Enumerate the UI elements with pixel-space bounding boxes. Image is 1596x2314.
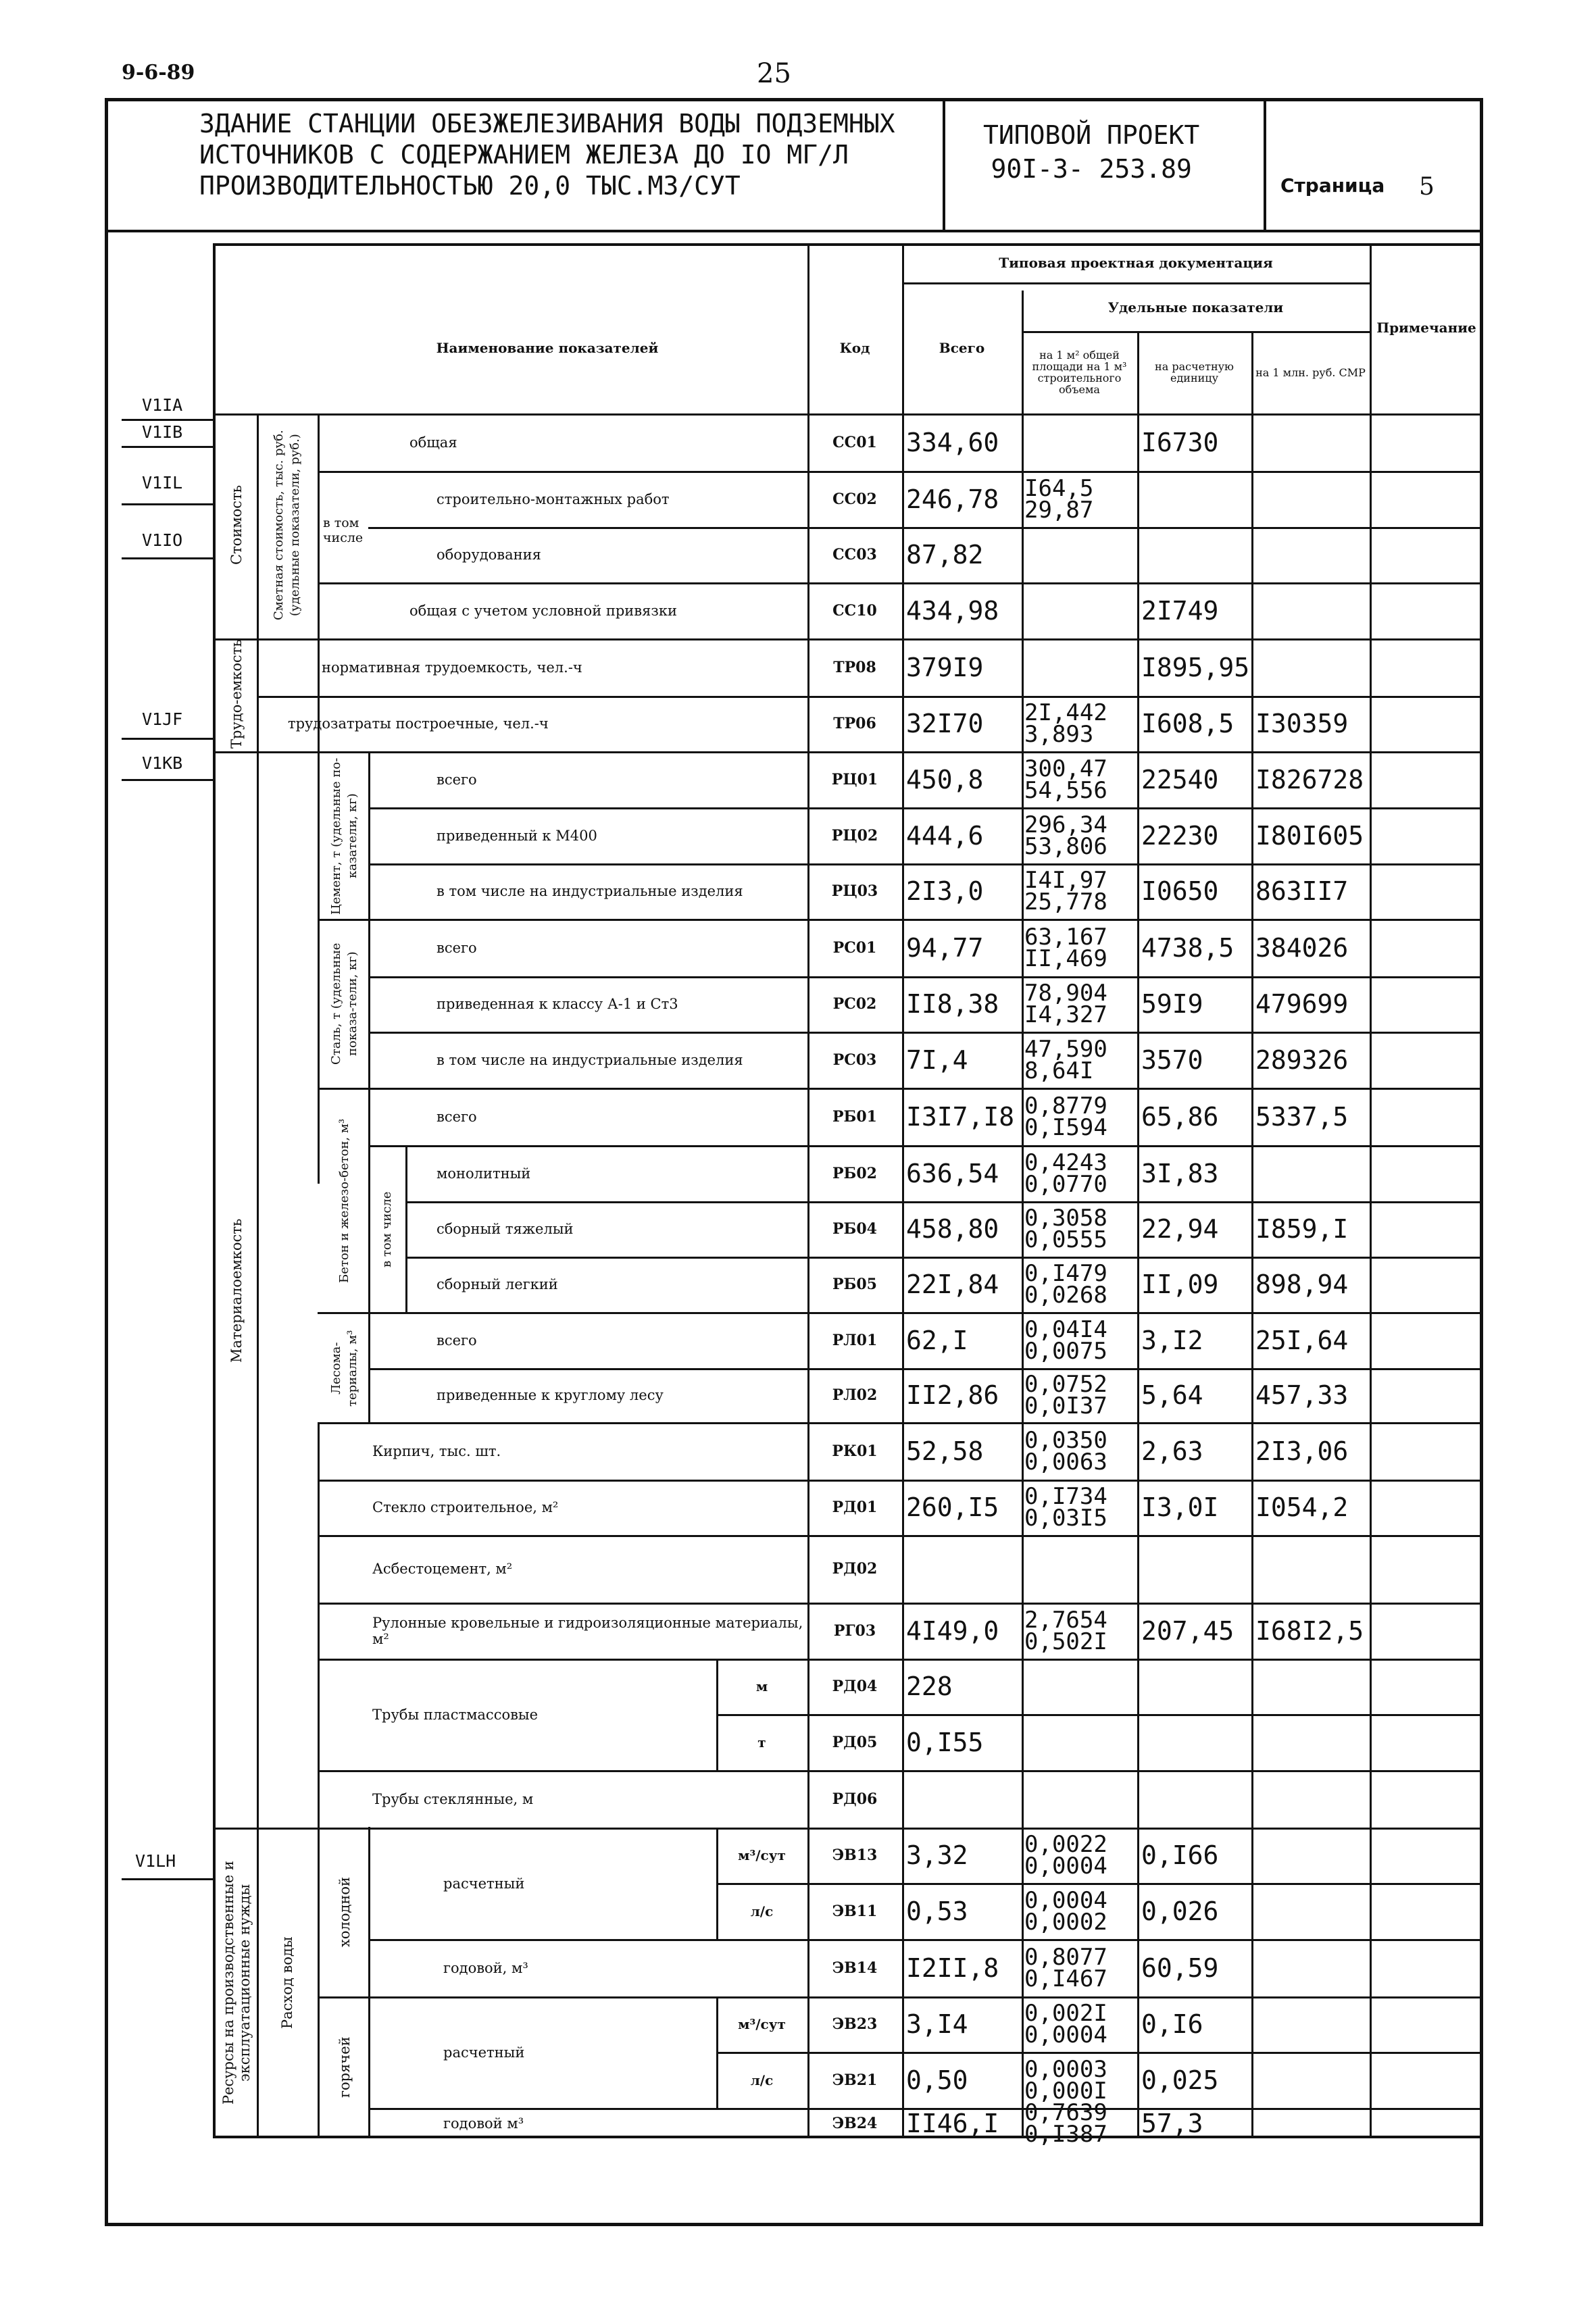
- sheet-number: 5: [1419, 173, 1435, 201]
- row-per-mln: 479699: [1255, 989, 1349, 1019]
- per-m2-value: 0,000I: [1024, 2077, 1107, 2105]
- page-number: 25: [757, 58, 791, 89]
- title-line-2: ИСТОЧНИКОВ С СОДЕРЖАНИЕМ ЖЕЛЕЗА ДО IO МГ/Л: [199, 140, 849, 170]
- row-code: ЭВ13: [832, 1846, 878, 1864]
- row-per-mln: [1251, 1714, 1370, 1770]
- row-per-m2: [1022, 1883, 1137, 1939]
- per-m2-value: 0,3058: [1024, 1205, 1107, 1232]
- row-total: [902, 1770, 1022, 1828]
- per-m2-value: 2I,442: [1024, 699, 1107, 726]
- per-m2-value: 0,8779: [1024, 1092, 1107, 1120]
- row-total: 246,78: [906, 484, 999, 514]
- row-per-unit: I608,5: [1141, 709, 1235, 738]
- row-total: 260,I5: [906, 1492, 999, 1522]
- row-unit-label: л/с: [750, 1903, 774, 1919]
- row-per-m2: [1022, 1480, 1137, 1535]
- row-name: всего: [437, 1332, 477, 1349]
- row-total: 4I49,0: [906, 1615, 999, 1646]
- row-unit-label: м³/сут: [738, 1847, 786, 1863]
- row-total: 450,8: [906, 764, 984, 795]
- per-m2-value: 0,0268: [1024, 1282, 1107, 1309]
- row-code: РБ02: [832, 1164, 877, 1182]
- row-code: ЭВ24: [832, 2114, 878, 2132]
- side-line: [122, 557, 213, 559]
- row-per-unit: [1137, 471, 1251, 527]
- row-per-unit: 0,025: [1141, 2065, 1219, 2095]
- row-total: 0,50: [906, 2065, 968, 2095]
- row-per-unit: 22230: [1141, 820, 1219, 851]
- row-per-unit: II,09: [1141, 1269, 1219, 1299]
- col-header-group: Типовая проектная документация: [999, 255, 1273, 271]
- row-per-mln: I68I2,5: [1255, 1615, 1364, 1646]
- row-per-m2: [1022, 638, 1137, 696]
- row-unit-label: м³/сут: [738, 2016, 786, 2032]
- row-name: годовой, м³: [443, 1959, 528, 1976]
- row-code: ЭВ14: [832, 1959, 878, 1977]
- per-m2-value: 0,0I37: [1024, 1392, 1107, 1419]
- row-per-mln: 457,33: [1255, 1380, 1349, 1410]
- title-line-3: ПРОИЗВОДИТЕЛЬНОСТЬЮ 20,0 ТЫС.МЗ/СУТ: [199, 171, 741, 201]
- row-total: 94,77: [906, 932, 984, 963]
- row-code: РС03: [832, 1051, 877, 1069]
- row-name: Стекло строительное, м²: [372, 1499, 559, 1515]
- side-line: [122, 419, 213, 421]
- row-code: ЭВ21: [832, 2071, 878, 2089]
- row-total: 434,98: [906, 595, 999, 626]
- row-per-mln: [1251, 1145, 1370, 1201]
- row-per-mln: [1251, 1770, 1370, 1828]
- side-code: V1KB: [142, 753, 183, 773]
- row-name: сборный тяжелый: [437, 1221, 574, 1237]
- row-per-unit: 3,I2: [1141, 1325, 1203, 1355]
- row-total: 444,6: [906, 820, 984, 851]
- row-name: всего: [437, 939, 477, 956]
- row-per-m2: [1022, 2098, 1137, 2148]
- row-per-unit: I0650: [1141, 876, 1219, 906]
- row-per-m2: [1022, 582, 1137, 638]
- row-unit-label: л/с: [750, 2071, 774, 2088]
- side-line: [122, 738, 213, 740]
- row-total: 32I70: [906, 709, 984, 738]
- row-per-mln: [1251, 1883, 1370, 1939]
- row-total: 52,58: [906, 1436, 984, 1466]
- row-per-mln: [1251, 1939, 1370, 1996]
- col-header-specific: Удельные показатели: [1107, 299, 1284, 316]
- row-per-m2: [1022, 1032, 1137, 1088]
- per-m2-value: 0,0003: [1024, 2055, 1107, 2083]
- per-m2-value: 0,0004: [1024, 1886, 1107, 1914]
- per-m2-value: 0,8077: [1024, 1943, 1107, 1971]
- row-code: РБ04: [832, 1220, 877, 1238]
- row-per-m2: [1022, 1603, 1137, 1659]
- row-per-m2: [1022, 413, 1137, 471]
- row-per-unit: 207,45: [1141, 1615, 1235, 1646]
- row-total: 22I,84: [906, 1269, 999, 1299]
- side-code: V1LH: [135, 1851, 176, 1871]
- per-m2-value: I64,5: [1024, 474, 1094, 502]
- per-m2-value: 54,556: [1024, 776, 1107, 804]
- per-m2-value: 0,0752: [1024, 1371, 1107, 1398]
- row-name: всего: [437, 771, 477, 788]
- group-cost: Стоимость: [228, 484, 245, 565]
- per-m2-value: II,469: [1024, 945, 1107, 972]
- row-per-mln: I859,I: [1255, 1214, 1349, 1244]
- per-m2-value: 0,I734: [1024, 1483, 1107, 1510]
- row-per-mln: [1251, 1535, 1370, 1603]
- row-per-unit: 0,026: [1141, 1896, 1219, 1926]
- row-name: расчетный: [443, 1875, 525, 1892]
- header-sep-2: [1264, 98, 1266, 230]
- row-per-unit: I3,0I: [1141, 1492, 1219, 1522]
- group-steel: Сталь, т (удельные показа-тели, кг): [329, 942, 359, 1065]
- row-per-unit: [1137, 1659, 1251, 1714]
- group-labor: Трудо-емкость: [228, 639, 245, 749]
- row-code: РЦ03: [831, 882, 878, 900]
- row-per-m2: [1022, 1659, 1137, 1714]
- group-timber: Лесома-териалы, м³: [329, 1330, 359, 1407]
- per-m2-value: 0,04I4: [1024, 1315, 1107, 1343]
- project-block: [983, 118, 1199, 186]
- row-total: 3,32: [906, 1840, 968, 1870]
- side-code: V1IA: [142, 395, 183, 415]
- row-total: 636,54: [906, 1158, 999, 1188]
- row-name: приведенный к М400: [437, 827, 597, 844]
- row-code: ЭВ23: [832, 2015, 878, 2033]
- per-m2-value: I4,327: [1024, 1001, 1107, 1028]
- row-per-m2: [1022, 471, 1137, 527]
- row-code: СС03: [832, 546, 877, 563]
- project-number: 90I-3- 253.89: [991, 154, 1192, 184]
- group-water: Расход воды: [279, 1936, 295, 2030]
- row-code: СС01: [832, 433, 877, 451]
- group-resources: Ресурсы на производственные и эксплуатационные нужды: [220, 1861, 253, 2105]
- per-m2-value: 78,904: [1024, 980, 1107, 1007]
- row-per-mln: [1251, 1828, 1370, 1883]
- per-m2-value: 63,167: [1024, 923, 1107, 951]
- col-header-name: Наименование показателей: [436, 340, 659, 356]
- row-per-mln: 863II7: [1255, 876, 1349, 906]
- col-header-per-mln: на 1 млн. руб. СМР: [1255, 366, 1366, 379]
- per-m2-value: 0,0770: [1024, 1170, 1107, 1198]
- row-per-unit: 5,64: [1141, 1380, 1203, 1410]
- row-per-unit: 3I,83: [1141, 1158, 1219, 1188]
- row-name: в том числе на индустриальные изделия: [437, 883, 743, 899]
- per-m2-value: 0,I467: [1024, 1965, 1107, 1992]
- row-per-mln: [1251, 582, 1370, 638]
- per-m2-value: 25,778: [1024, 888, 1107, 915]
- row-per-unit: 65,86: [1141, 1101, 1219, 1132]
- per-m2-value: 0,7639: [1024, 2098, 1107, 2126]
- row-per-mln: 5337,5: [1255, 1101, 1349, 1132]
- row-total: 3,I4: [906, 2009, 968, 2039]
- cost-incl-label: в том числе: [323, 515, 364, 545]
- row-per-m2: [1022, 1828, 1137, 1883]
- row-per-unit: 4738,5: [1141, 932, 1235, 963]
- row-total: 87,82: [906, 540, 984, 570]
- header-divider: [105, 230, 1483, 232]
- row-code: ТР08: [833, 658, 876, 676]
- group-col-mat: [318, 1422, 320, 1828]
- per-m2-value: 0,0350: [1024, 1426, 1107, 1454]
- row-per-mln: [1251, 527, 1370, 582]
- row-name: Трубы пластмассовые: [372, 1706, 539, 1723]
- group-concrete-incl: в том числе: [380, 1191, 394, 1267]
- row-total: II8,38: [906, 989, 999, 1019]
- group-col-2b: [318, 1827, 320, 2138]
- group-cold: холодной: [336, 1876, 353, 1948]
- row-code: РД05: [832, 1733, 878, 1751]
- per-m2-value: 0,0075: [1024, 1337, 1107, 1365]
- side-line: [122, 503, 213, 505]
- row-unit-label: м: [755, 1678, 768, 1694]
- row-per-m2: [1022, 1996, 1137, 2052]
- row-per-mln: [1251, 1996, 1370, 2052]
- row-code: РЛ01: [832, 1331, 878, 1349]
- row-per-mln: [1251, 471, 1370, 527]
- row-per-m2: [1022, 1714, 1137, 1770]
- row-total: 7I,4: [906, 1045, 968, 1075]
- row-per-unit: [1137, 1535, 1251, 1603]
- row-total: I3I7,I8: [906, 1101, 1015, 1132]
- row-per-mln: I054,2: [1255, 1492, 1349, 1522]
- row-name: расчетный: [443, 2044, 525, 2061]
- row-unit-label: т: [757, 1734, 766, 1751]
- row-per-m2: [1022, 1368, 1137, 1422]
- row-total: II2,86: [906, 1380, 999, 1410]
- row-per-m2: [1022, 751, 1137, 807]
- concrete-incl-sep: [405, 1147, 407, 1312]
- row-total: 379I9: [906, 652, 984, 682]
- row-code: ТР06: [833, 715, 876, 732]
- row-code: РС02: [832, 995, 877, 1013]
- side-line: [122, 779, 213, 781]
- group-materials: Материалоемкость: [228, 1218, 245, 1363]
- per-m2-value: 0,4243: [1024, 1149, 1107, 1176]
- row-code: РД04: [832, 1678, 878, 1695]
- row-total: [902, 1535, 1022, 1603]
- row-name: оборудования: [437, 547, 541, 563]
- row-name: строительно-монтажных работ: [437, 491, 670, 507]
- per-m2-value: 0,0555: [1024, 1226, 1107, 1253]
- row-name: общая с учетом условной привязки: [409, 602, 677, 619]
- per-m2-value: I4I,97: [1024, 867, 1107, 894]
- group-hot: горячей: [336, 2036, 353, 2098]
- row-name: общая: [409, 434, 457, 451]
- row-per-mln: [1251, 2052, 1370, 2108]
- row-per-mln: 384026: [1255, 932, 1349, 963]
- per-m2-value: 2,7654: [1024, 1606, 1107, 1634]
- row-code: РЦ01: [831, 770, 878, 788]
- row-per-unit: I6730: [1141, 427, 1219, 457]
- per-m2-value: 0,0004: [1024, 2021, 1107, 2048]
- side-code: V1IO: [142, 530, 183, 550]
- group-col-1: [257, 413, 259, 2138]
- title-line-1: ЗДАНИЕ СТАНЦИИ ОБЕЗЖЕЛЕЗИВАНИЯ ВОДЫ ПОДЗЕМНЫХ: [199, 109, 895, 139]
- row-name: Асбестоцемент, м²: [372, 1561, 513, 1577]
- row-per-unit: 2I749: [1141, 595, 1219, 626]
- per-m2-value: 3,893: [1024, 721, 1094, 748]
- row-name: сборный легкий: [437, 1276, 558, 1292]
- row-total: I2II,8: [906, 1953, 999, 1983]
- row-name: Кирпич, тыс. шт.: [372, 1442, 501, 1459]
- row-code: РЦ02: [831, 826, 878, 845]
- row-code: РБ01: [832, 1107, 877, 1126]
- row-name: трудозатраты построечные, чел.-ч: [288, 715, 549, 732]
- row-per-mln: I826728: [1255, 764, 1364, 795]
- group-col-3b: [368, 1827, 370, 2138]
- side-code: V1JF: [142, 709, 183, 729]
- row-total: 228: [906, 1671, 953, 1701]
- per-m2-value: 29,87: [1024, 496, 1094, 524]
- row-code: РД02: [832, 1560, 878, 1578]
- row-per-mln: 2I3,06: [1255, 1436, 1349, 1466]
- row-per-mln: [1251, 413, 1370, 471]
- group-cement: Цемент, т (удельные по-казатели, кг): [329, 757, 359, 915]
- row-code: РД06: [832, 1790, 878, 1808]
- row-name: Рулонные кровельные и гидроизоляционные материалы, м²: [372, 1614, 803, 1647]
- row-total: 334,60: [906, 427, 999, 457]
- per-m2-value: 8,64I: [1024, 1057, 1094, 1084]
- row-per-mln: [1251, 1659, 1370, 1714]
- side-code: V1IL: [142, 473, 183, 493]
- row-per-m2: [1022, 527, 1137, 582]
- row-per-m2: [1022, 1535, 1137, 1603]
- row-per-unit: 60,59: [1141, 1953, 1219, 1983]
- per-m2-value: 0,502I: [1024, 1628, 1107, 1655]
- per-m2-value: 0,0002: [1024, 1908, 1107, 1936]
- group-cost-sub: Сметная стоимость, тыс. руб. (удельные показатели, руб.): [272, 430, 302, 620]
- per-m2-value: 53,806: [1024, 832, 1107, 860]
- project-label: ТИПОВОЙ ПРОЕКТ: [983, 120, 1200, 150]
- row-total: 0,I55: [906, 1727, 984, 1757]
- document-code: 9-6-89: [122, 61, 195, 84]
- row-total: 0,53: [906, 1896, 968, 1926]
- row-per-unit: [1137, 1714, 1251, 1770]
- row-name: в том числе на индустриальные изделия: [437, 1051, 743, 1068]
- row-code: ЭВ11: [832, 1902, 878, 1920]
- group-concrete: Бетон и железо-бетон, м³: [337, 1118, 351, 1283]
- row-name: годовой м³: [443, 2115, 524, 2132]
- row-per-unit: 3570: [1141, 1045, 1203, 1075]
- row-per-m2: [1022, 976, 1137, 1032]
- row-per-unit: 22540: [1141, 764, 1219, 795]
- row-code: РЛ02: [832, 1386, 878, 1404]
- row-per-m2: [1022, 1201, 1137, 1257]
- per-m2-value: 47,590: [1024, 1035, 1107, 1063]
- row-per-m2: [1022, 919, 1137, 976]
- row-per-mln: [1251, 2108, 1370, 2138]
- row-code: РГ03: [833, 1621, 876, 1640]
- row-per-m2: [1022, 1088, 1137, 1145]
- row-code: СС02: [832, 490, 877, 508]
- col-header-note: Примечание: [1376, 320, 1476, 336]
- per-m2-value: 0,0063: [1024, 1448, 1107, 1476]
- row-total: 2I3,0: [906, 876, 984, 906]
- row-per-m2: [1022, 1770, 1137, 1828]
- row-code: РС01: [832, 938, 877, 957]
- col-header-code: Код: [839, 340, 870, 356]
- row-per-m2: [1022, 696, 1137, 751]
- row-name: всего: [437, 1108, 477, 1125]
- row-total: 62,I: [906, 1325, 968, 1355]
- col-header-per-unit: на расчетную единицу: [1155, 360, 1234, 384]
- col-header-total: Всего: [939, 340, 985, 356]
- header-sep-1: [943, 98, 945, 230]
- per-m2-value: 0,03I5: [1024, 1505, 1107, 1532]
- row-per-mln: 25I,64: [1255, 1325, 1349, 1355]
- row-per-m2: [1022, 863, 1137, 919]
- row-per-m2: [1022, 1312, 1137, 1368]
- row-per-unit: 0,I6: [1141, 2009, 1203, 2039]
- col-header-per-m2: на 1 м² общей площади на 1 м³ строительного объема: [1032, 349, 1127, 396]
- row-per-unit: 57,3: [1141, 2108, 1203, 2138]
- row-code: СС10: [832, 601, 877, 620]
- row-name: Трубы стеклянные, м: [372, 1790, 534, 1807]
- document-title: [199, 108, 895, 201]
- row-per-mln: 898,94: [1255, 1269, 1349, 1299]
- row-per-mln: I80I605: [1255, 820, 1364, 851]
- per-m2-value: 0,I594: [1024, 1113, 1107, 1141]
- row-per-mln: I30359: [1255, 709, 1349, 738]
- row-per-unit: 2,63: [1141, 1436, 1203, 1466]
- sheet-label: Страница: [1280, 174, 1385, 197]
- side-line: [122, 1878, 213, 1880]
- side-line: [122, 446, 213, 448]
- row-per-unit: [1137, 527, 1251, 582]
- row-per-unit: 22,94: [1141, 1214, 1219, 1244]
- row-per-m2: [1022, 1422, 1137, 1480]
- per-m2-value: 296,34: [1024, 811, 1107, 838]
- per-m2-value: 300,47: [1024, 755, 1107, 782]
- row-code: РБ05: [832, 1276, 877, 1293]
- row-per-mln: [1251, 638, 1370, 696]
- per-m2-value: 0,I479: [1024, 1260, 1107, 1287]
- per-m2-value: 0,002I: [1024, 2000, 1107, 2027]
- row-name: нормативная трудоемкость, чел.-ч: [322, 659, 582, 676]
- per-m2-value: 0,I387: [1024, 2120, 1107, 2148]
- row-name: приведенные к круглому лесу: [437, 1387, 664, 1403]
- row-per-mln: 289326: [1255, 1045, 1349, 1075]
- row-per-unit: I895,95: [1141, 652, 1250, 682]
- per-m2-value: 0,0004: [1024, 1853, 1107, 1880]
- row-total: 458,80: [906, 1214, 999, 1244]
- row-per-m2: [1022, 1939, 1137, 1996]
- row-per-unit: [1137, 1770, 1251, 1828]
- row-code: РК01: [832, 1442, 878, 1460]
- row-total: II46,I: [906, 2108, 999, 2138]
- row-per-unit: 59I9: [1141, 989, 1203, 1019]
- side-code: V1IB: [142, 422, 183, 442]
- row-per-unit: 0,I66: [1141, 1840, 1219, 1870]
- row-per-m2: [1022, 1145, 1137, 1201]
- row-code: РД01: [832, 1499, 878, 1516]
- row-per-m2: [1022, 807, 1137, 863]
- row-per-m2: [1022, 1257, 1137, 1312]
- per-m2-value: 0,0022: [1024, 1831, 1107, 1858]
- row-name: монолитный: [437, 1165, 531, 1182]
- row-name: приведенная к классу А-1 и Ст3: [437, 996, 678, 1012]
